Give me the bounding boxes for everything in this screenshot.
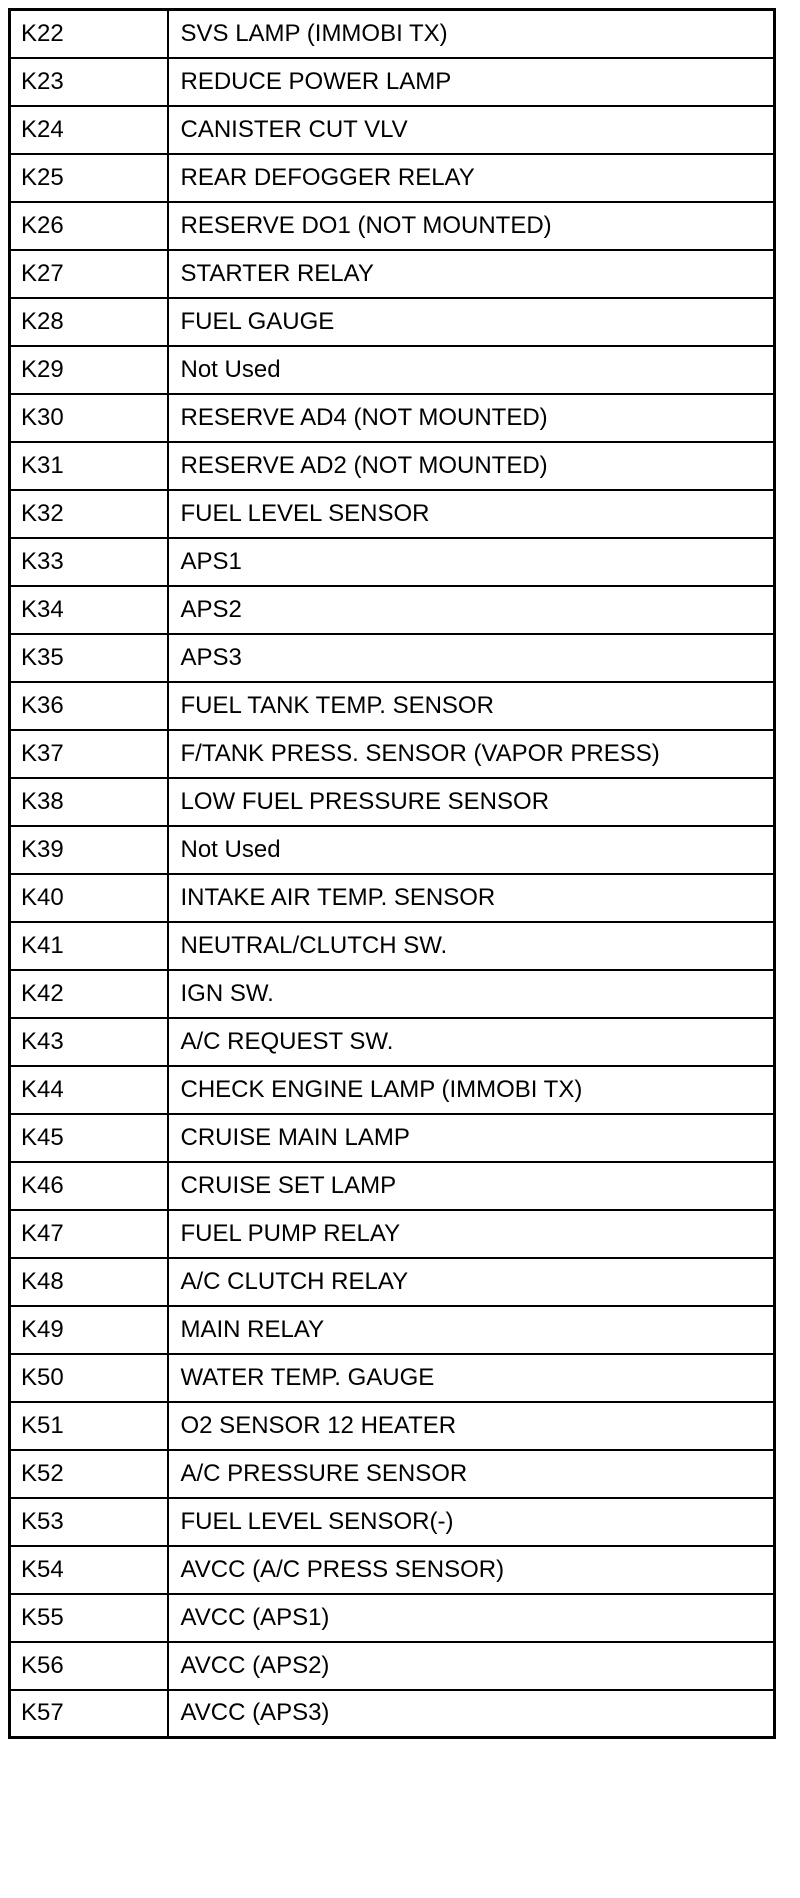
pin-cell: K46 [10,1162,168,1210]
pin-cell: K41 [10,922,168,970]
description-cell: A/C PRESSURE SENSOR [168,1450,775,1498]
table-row [10,970,775,1018]
pin-cell: K37 [10,730,168,778]
table-row [10,10,775,58]
pin-cell: K50 [10,1354,168,1402]
description-cell: AVCC (A/C PRESS SENSOR) [168,1546,775,1594]
pin-cell: K55 [10,1594,168,1642]
description-cell: RESERVE AD2 (NOT MOUNTED) [168,442,775,490]
pin-cell: K42 [10,970,168,1018]
pin-cell: K27 [10,250,168,298]
pin-cell: K35 [10,634,168,682]
table-row [10,586,775,634]
description-cell: A/C REQUEST SW. [168,1018,775,1066]
description-cell: MAIN RELAY [168,1306,775,1354]
table-row [10,442,775,490]
description-cell: STARTER RELAY [168,250,775,298]
description-cell: FUEL LEVEL SENSOR [168,490,775,538]
description-cell: Not Used [168,826,775,874]
table-row [10,1258,775,1306]
table-row [10,1306,775,1354]
table-row [10,1354,775,1402]
description-cell: O2 SENSOR 12 HEATER [168,1402,775,1450]
description-cell: F/TANK PRESS. SENSOR (VAPOR PRESS) [168,730,775,778]
pin-cell: K24 [10,106,168,154]
pin-cell: K25 [10,154,168,202]
description-cell: LOW FUEL PRESSURE SENSOR [168,778,775,826]
description-cell: CANISTER CUT VLV [168,106,775,154]
table-row [10,154,775,202]
pin-cell: K48 [10,1258,168,1306]
description-cell: APS2 [168,586,775,634]
table-row [10,202,775,250]
table-row [10,250,775,298]
description-cell: A/C CLUTCH RELAY [168,1258,775,1306]
table-row [10,298,775,346]
table-row [10,778,775,826]
description-cell: FUEL TANK TEMP. SENSOR [168,682,775,730]
description-cell: Not Used [168,346,775,394]
pin-cell: K22 [10,10,168,58]
pin-cell: K36 [10,682,168,730]
pin-cell: K43 [10,1018,168,1066]
table-row [10,1690,775,1738]
description-cell: AVCC (APS3) [168,1690,775,1738]
table-row [10,682,775,730]
pin-cell: K49 [10,1306,168,1354]
table-row [10,346,775,394]
pin-cell: K23 [10,58,168,106]
table-row [10,826,775,874]
pin-cell: K52 [10,1450,168,1498]
pin-cell: K31 [10,442,168,490]
pin-cell: K28 [10,298,168,346]
pin-cell: K53 [10,1498,168,1546]
description-cell: FUEL GAUGE [168,298,775,346]
description-cell: FUEL LEVEL SENSOR(-) [168,1498,775,1546]
pin-description-table [8,8,776,1739]
pin-cell: K33 [10,538,168,586]
table-row [10,538,775,586]
table-row [10,490,775,538]
description-cell: REDUCE POWER LAMP [168,58,775,106]
pin-cell: K30 [10,394,168,442]
description-cell: FUEL PUMP RELAY [168,1210,775,1258]
description-cell: APS3 [168,634,775,682]
pin-cell: K57 [10,1690,168,1738]
pin-cell: K47 [10,1210,168,1258]
table-row [10,1498,775,1546]
pin-cell: K45 [10,1114,168,1162]
table-row [10,922,775,970]
pin-cell: K54 [10,1546,168,1594]
table-row [10,1162,775,1210]
table-row [10,1018,775,1066]
table-row [10,1066,775,1114]
table-row [10,1642,775,1690]
table-row [10,874,775,922]
table-row [10,1546,775,1594]
description-cell: APS1 [168,538,775,586]
table-row [10,1402,775,1450]
pin-cell: K44 [10,1066,168,1114]
pin-cell: K34 [10,586,168,634]
description-cell: CHECK ENGINE LAMP (IMMOBI TX) [168,1066,775,1114]
table-row [10,1594,775,1642]
description-cell: SVS LAMP (IMMOBI TX) [168,10,775,58]
pin-cell: K32 [10,490,168,538]
description-cell: AVCC (APS2) [168,1642,775,1690]
description-cell: AVCC (APS1) [168,1594,775,1642]
pin-cell: K38 [10,778,168,826]
description-cell: CRUISE SET LAMP [168,1162,775,1210]
description-cell: CRUISE MAIN LAMP [168,1114,775,1162]
table-row [10,394,775,442]
table-row [10,1450,775,1498]
description-cell: NEUTRAL/CLUTCH SW. [168,922,775,970]
description-cell: IGN SW. [168,970,775,1018]
description-cell: WATER TEMP. GAUGE [168,1354,775,1402]
pin-cell: K40 [10,874,168,922]
pin-cell: K56 [10,1642,168,1690]
pin-cell: K29 [10,346,168,394]
description-cell: RESERVE DO1 (NOT MOUNTED) [168,202,775,250]
description-cell: REAR DEFOGGER RELAY [168,154,775,202]
table-row [10,1210,775,1258]
description-cell: INTAKE AIR TEMP. SENSOR [168,874,775,922]
table-row [10,730,775,778]
table-body [10,10,775,1738]
table-row [10,58,775,106]
description-cell: RESERVE AD4 (NOT MOUNTED) [168,394,775,442]
pin-cell: K39 [10,826,168,874]
table-row [10,1114,775,1162]
table-row [10,106,775,154]
pin-cell: K51 [10,1402,168,1450]
table-row [10,634,775,682]
pin-cell: K26 [10,202,168,250]
